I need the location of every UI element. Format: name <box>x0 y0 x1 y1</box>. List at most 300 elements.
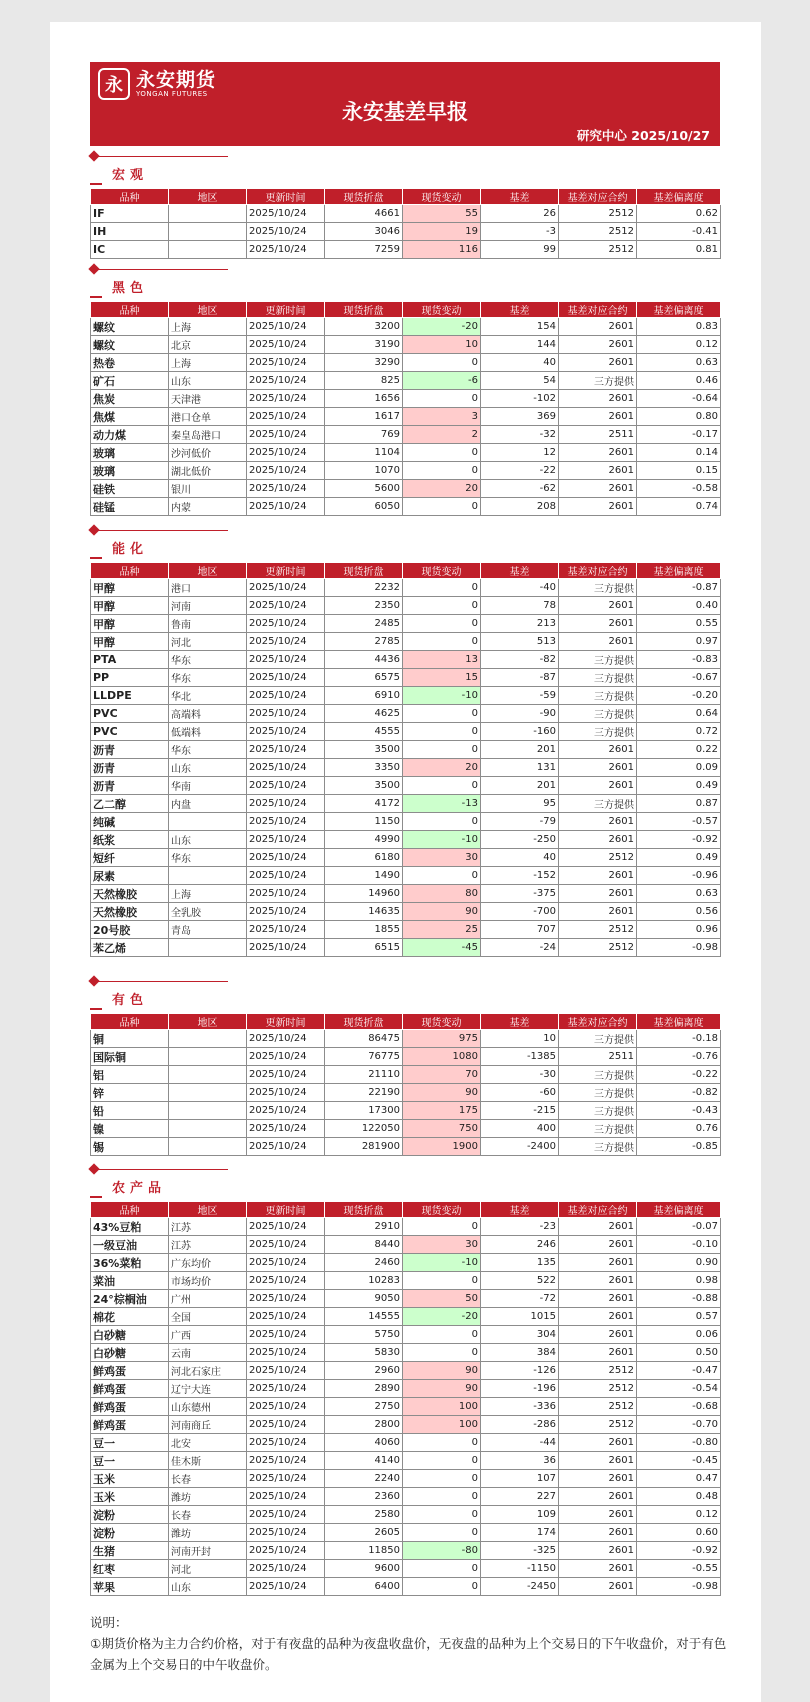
report-subtitle: 研究中心 2025/10/27 <box>576 128 710 143</box>
contract-cell: 三方提供 <box>559 372 637 390</box>
table-row <box>91 1326 721 1344</box>
table-header-row <box>91 302 721 318</box>
deviation-cell: 0.83 <box>637 318 721 336</box>
deviation-cell: 0.12 <box>637 336 721 354</box>
spot-price-cell: 4436 <box>325 651 403 669</box>
spot-change-cell: -45 <box>403 939 481 957</box>
spot-change-cell: 0 <box>403 813 481 831</box>
basis-cell: 369 <box>481 408 559 426</box>
basis-cell: -126 <box>481 1362 559 1380</box>
spot-change-cell: 20 <box>403 480 481 498</box>
basis-cell: 213 <box>481 615 559 633</box>
basis-cell: 522 <box>481 1272 559 1290</box>
section-title: 黑色 <box>112 281 149 296</box>
table-row <box>91 1272 721 1290</box>
report-banner <box>90 62 720 146</box>
date-cell: 2025/10/24 <box>247 1542 325 1560</box>
deviation-cell: 0.96 <box>637 921 721 939</box>
table-row <box>91 1488 721 1506</box>
region-cell <box>169 939 247 957</box>
table-row <box>91 723 721 741</box>
deviation-cell: -0.76 <box>637 1048 721 1066</box>
basis-cell: 36 <box>481 1452 559 1470</box>
table-row <box>91 480 721 498</box>
basis-cell: -196 <box>481 1380 559 1398</box>
basis-cell: 107 <box>481 1470 559 1488</box>
contract-cell: 2601 <box>559 741 637 759</box>
date-cell: 2025/10/24 <box>247 885 325 903</box>
date-cell: 2025/10/24 <box>247 723 325 741</box>
spot-change-cell: 0 <box>403 1218 481 1236</box>
spot-price-cell: 8440 <box>325 1236 403 1254</box>
column-header: 现货变动 <box>403 1202 481 1218</box>
basis-cell: -336 <box>481 1398 559 1416</box>
date-cell: 2025/10/24 <box>247 223 325 241</box>
product-cell: 锌 <box>91 1084 169 1102</box>
deviation-cell: -0.87 <box>637 579 721 597</box>
deviation-cell: 0.22 <box>637 741 721 759</box>
basis-cell: -59 <box>481 687 559 705</box>
column-header: 地区 <box>169 302 247 318</box>
table-row <box>91 444 721 462</box>
deviation-cell: 0.57 <box>637 1308 721 1326</box>
product-cell: 甲醇 <box>91 579 169 597</box>
column-header: 基差对应合约 <box>559 563 637 579</box>
spot-price-cell: 3190 <box>325 336 403 354</box>
product-cell: 焦煤 <box>91 408 169 426</box>
spot-change-cell: 90 <box>403 1084 481 1102</box>
region-cell: 北京 <box>169 336 247 354</box>
table-row <box>91 759 721 777</box>
date-cell: 2025/10/24 <box>247 1470 325 1488</box>
deviation-cell: -0.20 <box>637 687 721 705</box>
spot-price-cell: 3350 <box>325 759 403 777</box>
diamond-icon <box>88 263 99 274</box>
column-header: 基差偏离度 <box>637 1014 721 1030</box>
table-row <box>91 885 721 903</box>
basis-table <box>90 562 721 957</box>
basis-cell: 26 <box>481 205 559 223</box>
contract-cell: 2601 <box>559 1578 637 1596</box>
basis-cell: 227 <box>481 1488 559 1506</box>
region-cell: 鲁南 <box>169 615 247 633</box>
deviation-cell: 0.97 <box>637 633 721 651</box>
region-cell: 长春 <box>169 1470 247 1488</box>
date-cell: 2025/10/24 <box>247 1308 325 1326</box>
basis-cell: -286 <box>481 1416 559 1434</box>
region-cell: 北安 <box>169 1434 247 1452</box>
deviation-cell: 0.72 <box>637 723 721 741</box>
spot-change-cell: 116 <box>403 241 481 259</box>
spot-change-cell: 0 <box>403 723 481 741</box>
deviation-cell: -0.68 <box>637 1398 721 1416</box>
deviation-cell: -0.67 <box>637 669 721 687</box>
region-cell <box>169 205 247 223</box>
table-row <box>91 1066 721 1084</box>
spot-price-cell: 2485 <box>325 615 403 633</box>
column-header: 品种 <box>91 1014 169 1030</box>
product-cell: PTA <box>91 651 169 669</box>
deviation-cell: -0.92 <box>637 831 721 849</box>
spot-price-cell: 3200 <box>325 318 403 336</box>
deviation-cell: -0.45 <box>637 1452 721 1470</box>
table-row <box>91 1434 721 1452</box>
product-cell: 铝 <box>91 1066 169 1084</box>
spot-change-cell: 55 <box>403 205 481 223</box>
basis-cell: 1015 <box>481 1308 559 1326</box>
spot-change-cell: 0 <box>403 1470 481 1488</box>
region-cell: 潍坊 <box>169 1524 247 1542</box>
product-cell: 沥青 <box>91 759 169 777</box>
spot-price-cell: 2605 <box>325 1524 403 1542</box>
region-cell: 市场均价 <box>169 1272 247 1290</box>
deviation-cell: 0.09 <box>637 759 721 777</box>
contract-cell: 2512 <box>559 849 637 867</box>
column-header: 地区 <box>169 189 247 205</box>
table-row <box>91 615 721 633</box>
deviation-cell: -0.22 <box>637 1066 721 1084</box>
spot-change-cell: 0 <box>403 1344 481 1362</box>
date-cell: 2025/10/24 <box>247 1254 325 1272</box>
contract-cell: 三方提供 <box>559 1066 637 1084</box>
contract-cell: 2601 <box>559 1236 637 1254</box>
date-cell: 2025/10/24 <box>247 741 325 759</box>
basis-cell: -22 <box>481 462 559 480</box>
table-row <box>91 1542 721 1560</box>
basis-cell: 201 <box>481 741 559 759</box>
deviation-cell: -0.83 <box>637 651 721 669</box>
contract-cell: 2601 <box>559 1488 637 1506</box>
spot-change-cell: 80 <box>403 885 481 903</box>
section-header <box>90 977 720 1013</box>
table-header-row <box>91 1202 721 1218</box>
table-row <box>91 921 721 939</box>
region-cell: 华东 <box>169 651 247 669</box>
product-cell: 鲜鸡蛋 <box>91 1416 169 1434</box>
basis-cell: -375 <box>481 885 559 903</box>
contract-cell: 2601 <box>559 1524 637 1542</box>
contract-cell: 2601 <box>559 813 637 831</box>
spot-change-cell: 0 <box>403 1560 481 1578</box>
basis-cell: -3 <box>481 223 559 241</box>
region-cell <box>169 223 247 241</box>
column-header: 基差对应合约 <box>559 1014 637 1030</box>
region-cell: 全国 <box>169 1308 247 1326</box>
column-header: 基差对应合约 <box>559 189 637 205</box>
date-cell: 2025/10/24 <box>247 813 325 831</box>
basis-cell: 154 <box>481 318 559 336</box>
table-row <box>91 318 721 336</box>
spot-change-cell: 0 <box>403 1488 481 1506</box>
deviation-cell: 0.64 <box>637 705 721 723</box>
basis-cell: -250 <box>481 831 559 849</box>
table-row <box>91 408 721 426</box>
region-cell: 内蒙 <box>169 498 247 516</box>
spot-change-cell: 20 <box>403 759 481 777</box>
column-header: 现货变动 <box>403 302 481 318</box>
date-cell: 2025/10/24 <box>247 1290 325 1308</box>
date-cell: 2025/10/24 <box>247 1344 325 1362</box>
spot-price-cell: 769 <box>325 426 403 444</box>
date-cell: 2025/10/24 <box>247 1066 325 1084</box>
basis-table <box>90 301 721 516</box>
deviation-cell: -0.47 <box>637 1362 721 1380</box>
table-row <box>91 241 721 259</box>
contract-cell: 三方提供 <box>559 795 637 813</box>
date-cell: 2025/10/24 <box>247 1030 325 1048</box>
spot-price-cell: 4555 <box>325 723 403 741</box>
date-cell: 2025/10/24 <box>247 336 325 354</box>
region-cell: 华北 <box>169 687 247 705</box>
table-row <box>91 579 721 597</box>
table-row <box>91 372 721 390</box>
column-header: 基差对应合约 <box>559 302 637 318</box>
date-cell: 2025/10/24 <box>247 939 325 957</box>
date-cell: 2025/10/24 <box>247 1488 325 1506</box>
contract-cell: 2601 <box>559 615 637 633</box>
region-cell: 港口 <box>169 579 247 597</box>
basis-cell: -1385 <box>481 1048 559 1066</box>
date-cell: 2025/10/24 <box>247 1416 325 1434</box>
table-row <box>91 597 721 615</box>
spot-change-cell: 2 <box>403 426 481 444</box>
spot-price-cell: 2232 <box>325 579 403 597</box>
table-row <box>91 1236 721 1254</box>
spot-price-cell: 22190 <box>325 1084 403 1102</box>
table-header-row <box>91 189 721 205</box>
region-cell <box>169 813 247 831</box>
spot-price-cell: 4140 <box>325 1452 403 1470</box>
contract-cell: 2512 <box>559 1416 637 1434</box>
contract-cell: 2601 <box>559 885 637 903</box>
region-cell <box>169 867 247 885</box>
date-cell: 2025/10/24 <box>247 705 325 723</box>
basis-table <box>90 188 721 259</box>
table-row <box>91 1120 721 1138</box>
date-cell: 2025/10/24 <box>247 849 325 867</box>
product-cell: 硅锰 <box>91 498 169 516</box>
product-cell: 玉米 <box>91 1470 169 1488</box>
table-row <box>91 336 721 354</box>
contract-cell: 2601 <box>559 1506 637 1524</box>
spot-change-cell: 0 <box>403 444 481 462</box>
contract-cell: 2601 <box>559 777 637 795</box>
spot-change-cell: 10 <box>403 336 481 354</box>
product-cell: PVC <box>91 705 169 723</box>
deviation-cell: -0.80 <box>637 1434 721 1452</box>
deviation-cell: -0.70 <box>637 1416 721 1434</box>
product-cell: 铅 <box>91 1102 169 1120</box>
product-cell: IH <box>91 223 169 241</box>
basis-cell: 109 <box>481 1506 559 1524</box>
table-row <box>91 1084 721 1102</box>
contract-cell: 2512 <box>559 921 637 939</box>
region-cell <box>169 1048 247 1066</box>
table-row <box>91 651 721 669</box>
spot-change-cell: 0 <box>403 597 481 615</box>
column-header: 现货变动 <box>403 189 481 205</box>
region-cell: 湖北低价 <box>169 462 247 480</box>
deviation-cell: 0.63 <box>637 354 721 372</box>
product-cell: 淀粉 <box>91 1506 169 1524</box>
table-row <box>91 390 721 408</box>
deviation-cell: 0.87 <box>637 795 721 813</box>
deviation-cell: 0.15 <box>637 462 721 480</box>
contract-cell: 三方提供 <box>559 687 637 705</box>
region-cell: 上海 <box>169 885 247 903</box>
date-cell: 2025/10/24 <box>247 1560 325 1578</box>
table-row <box>91 705 721 723</box>
section-title: 有色 <box>112 993 149 1008</box>
spot-price-cell: 6400 <box>325 1578 403 1596</box>
product-cell: 甲醇 <box>91 633 169 651</box>
spot-change-cell: 30 <box>403 1236 481 1254</box>
table-row <box>91 669 721 687</box>
section-4 <box>90 1165 720 1596</box>
section-header <box>90 152 720 188</box>
deviation-cell: 0.49 <box>637 849 721 867</box>
table-row <box>91 849 721 867</box>
region-cell <box>169 1066 247 1084</box>
spot-price-cell: 7259 <box>325 241 403 259</box>
column-header: 现货变动 <box>403 1014 481 1030</box>
spot-change-cell: 30 <box>403 849 481 867</box>
contract-cell: 2601 <box>559 831 637 849</box>
product-cell: 动力煤 <box>91 426 169 444</box>
spot-price-cell: 2960 <box>325 1362 403 1380</box>
column-header: 现货折盘 <box>325 302 403 318</box>
product-cell: LLDPE <box>91 687 169 705</box>
section-header <box>90 265 720 301</box>
product-cell: 淀粉 <box>91 1524 169 1542</box>
product-cell: 甲醇 <box>91 597 169 615</box>
product-cell: 玉米 <box>91 1488 169 1506</box>
table-row <box>91 1560 721 1578</box>
contract-cell: 2601 <box>559 354 637 372</box>
spot-price-cell: 2890 <box>325 1380 403 1398</box>
column-header: 更新时间 <box>247 189 325 205</box>
spot-change-cell: 15 <box>403 669 481 687</box>
region-cell: 河南商丘 <box>169 1416 247 1434</box>
deviation-cell: -0.17 <box>637 426 721 444</box>
column-header: 基差偏离度 <box>637 302 721 318</box>
column-header: 更新时间 <box>247 302 325 318</box>
spot-change-cell: 0 <box>403 1326 481 1344</box>
region-cell: 河北 <box>169 633 247 651</box>
basis-cell: 384 <box>481 1344 559 1362</box>
deviation-cell: 0.62 <box>637 205 721 223</box>
deviation-cell: 0.49 <box>637 777 721 795</box>
spot-change-cell: 90 <box>403 1362 481 1380</box>
table-row <box>91 1398 721 1416</box>
spot-change-cell: 975 <box>403 1030 481 1048</box>
spot-change-cell: 90 <box>403 903 481 921</box>
deviation-cell: 0.60 <box>637 1524 721 1542</box>
spot-change-cell: 3 <box>403 408 481 426</box>
table-row <box>91 831 721 849</box>
report-page <box>50 22 761 1702</box>
product-cell: 一级豆油 <box>91 1236 169 1254</box>
basis-cell: 10 <box>481 1030 559 1048</box>
spot-change-cell: 0 <box>403 633 481 651</box>
contract-cell: 2601 <box>559 336 637 354</box>
basis-cell: 99 <box>481 241 559 259</box>
spot-price-cell: 2360 <box>325 1488 403 1506</box>
contract-cell: 2601 <box>559 597 637 615</box>
region-cell: 上海 <box>169 354 247 372</box>
spot-price-cell: 1656 <box>325 390 403 408</box>
basis-cell: 78 <box>481 597 559 615</box>
basis-cell: -325 <box>481 1542 559 1560</box>
table-row <box>91 426 721 444</box>
table-row <box>91 777 721 795</box>
spot-price-cell: 3500 <box>325 777 403 795</box>
date-cell: 2025/10/24 <box>247 1452 325 1470</box>
region-cell: 全乳胶 <box>169 903 247 921</box>
contract-cell: 2601 <box>559 1542 637 1560</box>
product-cell: 玻璃 <box>91 444 169 462</box>
product-cell: 焦炭 <box>91 390 169 408</box>
product-cell: PP <box>91 669 169 687</box>
deviation-cell: -0.98 <box>637 939 721 957</box>
spot-price-cell: 5600 <box>325 480 403 498</box>
date-cell: 2025/10/24 <box>247 1120 325 1138</box>
spot-price-cell: 1617 <box>325 408 403 426</box>
region-cell: 辽宁大连 <box>169 1380 247 1398</box>
table-row <box>91 1048 721 1066</box>
region-cell: 长春 <box>169 1506 247 1524</box>
date-cell: 2025/10/24 <box>247 651 325 669</box>
basis-cell: 12 <box>481 444 559 462</box>
product-cell: 苯乙烯 <box>91 939 169 957</box>
contract-cell: 2601 <box>559 1290 637 1308</box>
table-row <box>91 687 721 705</box>
column-header: 现货变动 <box>403 563 481 579</box>
region-cell: 潍坊 <box>169 1488 247 1506</box>
section-0 <box>90 152 720 259</box>
product-cell: 尿素 <box>91 867 169 885</box>
date-cell: 2025/10/24 <box>247 318 325 336</box>
basis-cell: 246 <box>481 1236 559 1254</box>
product-cell: 苹果 <box>91 1578 169 1596</box>
spot-change-cell: -20 <box>403 1308 481 1326</box>
contract-cell: 2601 <box>559 1470 637 1488</box>
contract-cell: 三方提供 <box>559 1084 637 1102</box>
product-cell: 鲜鸡蛋 <box>91 1380 169 1398</box>
date-cell: 2025/10/24 <box>247 1398 325 1416</box>
spot-price-cell: 4990 <box>325 831 403 849</box>
contract-cell: 三方提供 <box>559 1120 637 1138</box>
region-cell: 佳木斯 <box>169 1452 247 1470</box>
product-cell: 菜油 <box>91 1272 169 1290</box>
spot-change-cell: -10 <box>403 687 481 705</box>
basis-cell: 95 <box>481 795 559 813</box>
date-cell: 2025/10/24 <box>247 903 325 921</box>
date-cell: 2025/10/24 <box>247 687 325 705</box>
product-cell: 生猪 <box>91 1542 169 1560</box>
product-cell: 天然橡胶 <box>91 885 169 903</box>
region-cell: 山东 <box>169 1578 247 1596</box>
notes-line: ①期货价格为主力合约价格，对于有夜盘的品种为夜盘收盘价，无夜盘的品种为上个交易日的下午收盘价，对于有色金属为上个交易日的中午收盘价。 <box>90 1636 727 1672</box>
deviation-cell: -0.41 <box>637 223 721 241</box>
region-cell: 天津港 <box>169 390 247 408</box>
spot-change-cell: 0 <box>403 1452 481 1470</box>
column-header: 现货折盘 <box>325 189 403 205</box>
deviation-cell: 0.14 <box>637 444 721 462</box>
basis-cell: 304 <box>481 1326 559 1344</box>
product-cell: 豆一 <box>91 1452 169 1470</box>
deviation-cell: 0.46 <box>637 372 721 390</box>
